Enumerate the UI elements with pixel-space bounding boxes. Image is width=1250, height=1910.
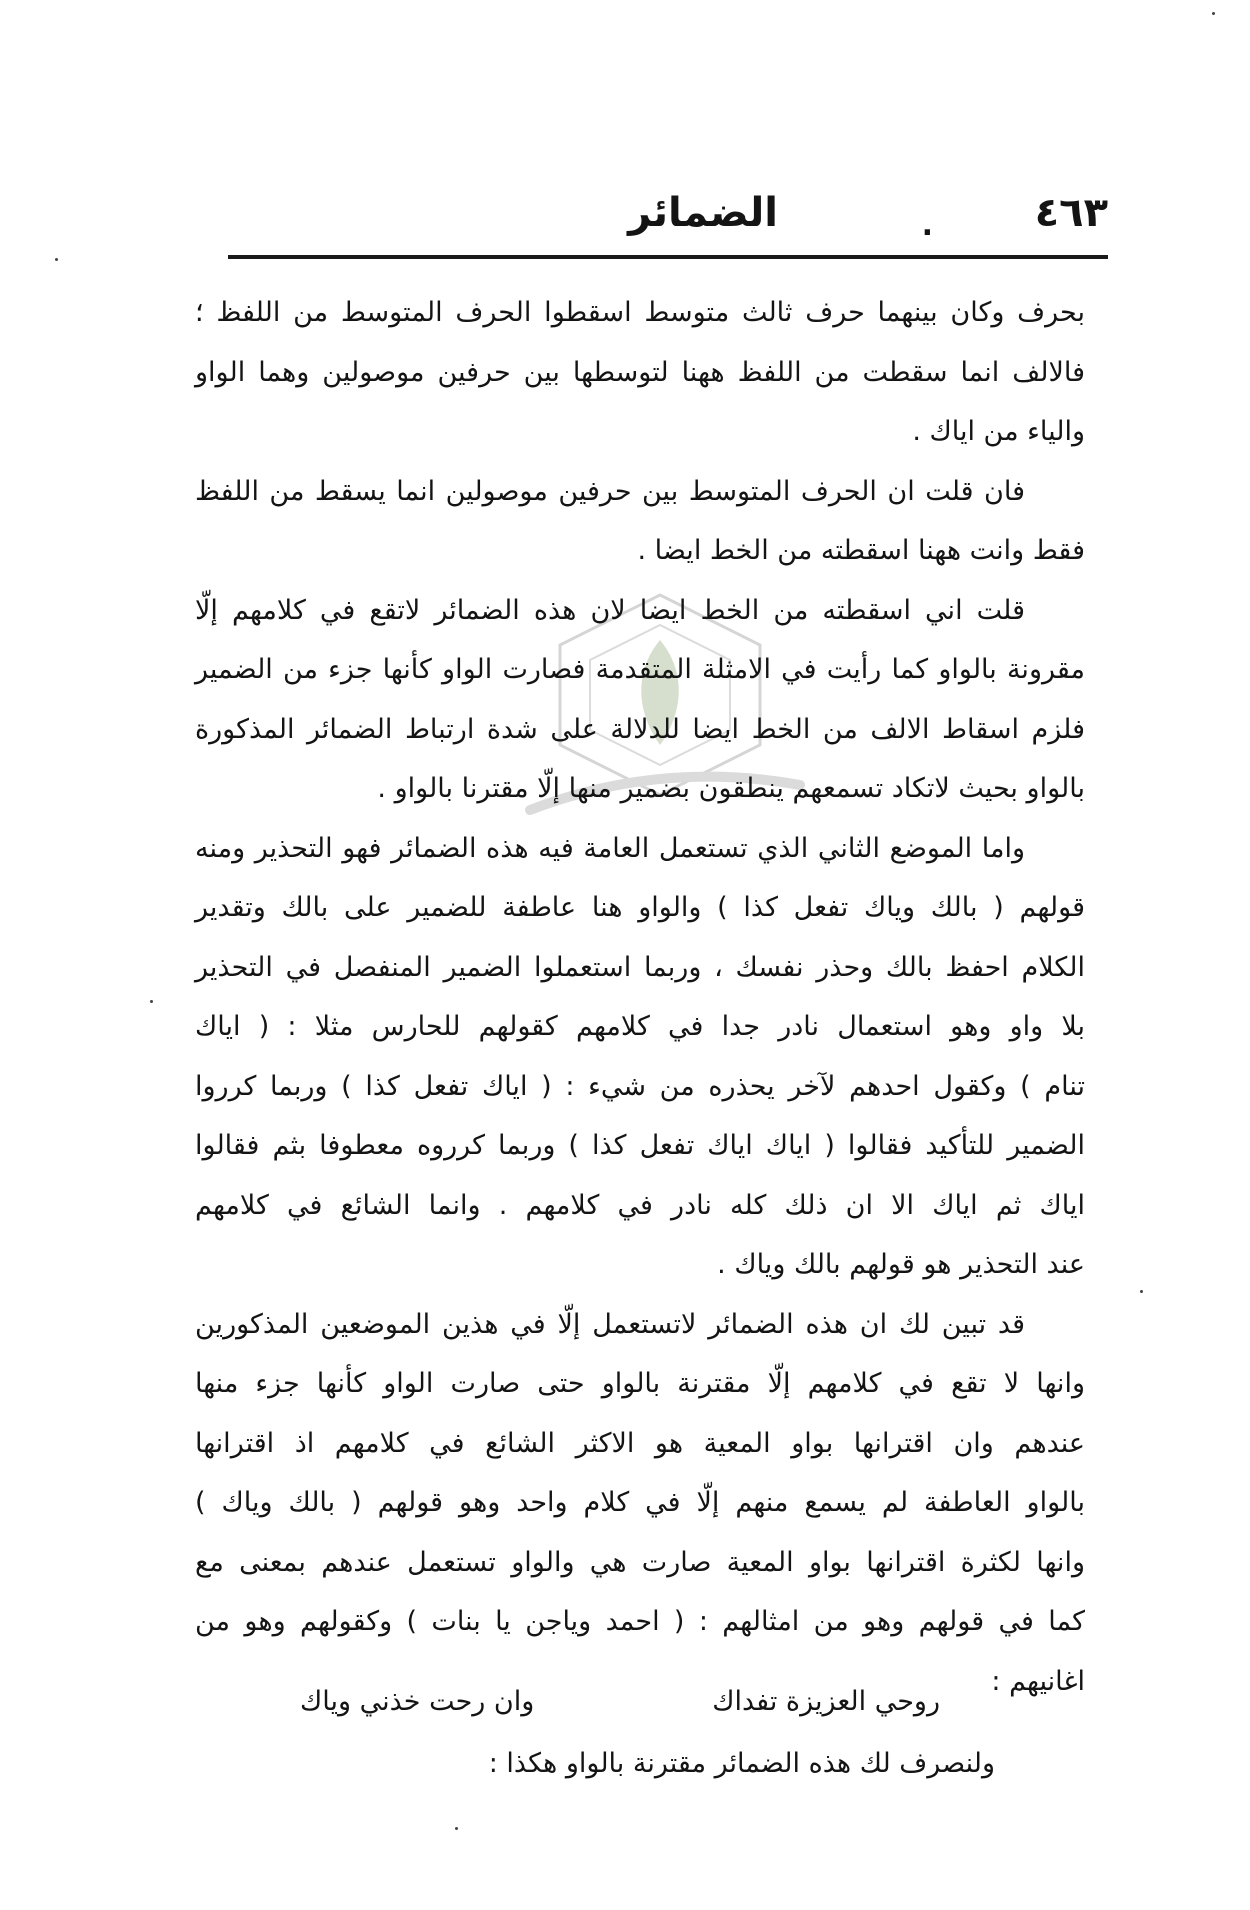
text-line: فقط وانت ههنا اسقطته من الخط ايضا . xyxy=(637,535,1085,566)
scan-speck xyxy=(1140,1290,1143,1293)
scan-speck xyxy=(150,1000,153,1003)
closing-line: ولنصرف لك هذه الضمائر مقترنة بالواو هكذا : xyxy=(488,1748,995,1779)
text-line: بلا واو وهو استعمال نادر جدا في كلامهم كقولهم للحارس مثلا : ( اياك xyxy=(195,1011,1085,1042)
text-line: مقرونة بالواو كما رأيت في الامثلة المتقدمة فصارت الواو كأنها جزء من الضمير xyxy=(195,654,1085,685)
text-line: الكلام احفظ بالك وحذر نفسك ، وربما استعملوا الضمير المنفصل في التحذير xyxy=(195,951,1085,983)
text-line: عندهم وان اقترانها بواو المعية هو الاكثر الشائع في كلامهم اذ اقترانها xyxy=(195,1427,1085,1459)
header-dot: . xyxy=(921,208,933,243)
header-rule xyxy=(228,255,1108,259)
text-line: بالواو العاطفة لم يسمع منهم إلّا في كلام واحد وهو قولهم ( بالك وياك ) xyxy=(195,1487,1085,1518)
text-line: كما في قولهم وهو من امثالهم : ( احمد وياجن يا بنات ) وكقولهم وهو من xyxy=(195,1606,1085,1637)
scan-speck xyxy=(1212,12,1215,15)
page-number: ٤٦٣ xyxy=(1034,190,1108,236)
text-line: فلزم اسقاط الالف من الخط ايضا للدلالة على شدة ارتباط الضمائر المذكورة xyxy=(195,713,1085,745)
verse-first-hemistich: روحي العزيزة تفداك xyxy=(712,1686,940,1717)
paragraph-3 xyxy=(195,581,1085,819)
text-line: بحرف وكان بينهما حرف ثالث متوسط اسقطوا الحرف المتوسط من اللفظ ؛ xyxy=(195,297,1085,328)
paragraph-2 xyxy=(195,462,1085,581)
text-line: عند التحذير هو قولهم بالك وياك . xyxy=(717,1249,1085,1280)
paragraph-1 xyxy=(195,283,1085,462)
poem-verse xyxy=(300,1686,940,1736)
text-line: قد تبين لك ان هذه الضمائر لاتستعمل إلّا في هذين الموضعين المذكورين xyxy=(195,1308,1025,1340)
text-line: اياك ثم اياك الا ان ذلك كله نادر في كلامهم . وانما الشائع في كلامهم xyxy=(195,1189,1085,1221)
text-line: وانها لكثرة اقترانها بواو المعية صارت هي والواو تستعمل عندهم بمعنى مع xyxy=(195,1546,1085,1578)
text-line: قلت اني اسقطته من الخط ايضا لان هذه الضمائر لاتقع في كلامهم إلّا xyxy=(195,594,1025,626)
paragraph-5 xyxy=(195,1295,1085,1712)
text-line: فالالف انما سقطت من اللفظ ههنا لتوسطها بين حرفين موصولين وهما الواو xyxy=(195,356,1085,388)
text-line: تنام ) وكقول احدهم لآخر يحذره من شيء : ( اياك تفعل كذا ) وربما كرروا xyxy=(195,1070,1085,1102)
paragraph-4 xyxy=(195,819,1085,1295)
text-line: الضمير للتأكيد فقالوا ( اياك اياك تفعل كذا ) وربما كرروه معطوفا بثم فقالوا xyxy=(195,1130,1085,1161)
text-line: وانها لا تقع في كلامهم إلّا مقترنة بالواو حتى صارت الواو كأنها جزء منها xyxy=(195,1368,1085,1399)
page-header xyxy=(228,190,1108,250)
scan-speck xyxy=(455,1827,458,1830)
text-line: بالواو بحيث لاتكاد تسمعهم ينطقون بضمير منها إلّا مقترنا بالواو . xyxy=(377,773,1085,804)
text-line: واما الموضع الثاني الذي تستعمل العامة فيه هذه الضمائر فهو التحذير ومنه xyxy=(195,832,1025,864)
running-title: الضمائر xyxy=(628,190,778,236)
text-line: قولهم ( بالك وياك تفعل كذا ) والواو هنا عاطفة للضمير على بالك وتقدير xyxy=(195,892,1085,923)
text-line: اغانيهم : xyxy=(991,1665,1085,1697)
verse-second-hemistich: وان رحت خذني وياك xyxy=(300,1686,535,1717)
text-line: فان قلت ان الحرف المتوسط بين حرفين موصولين انما يسقط من اللفظ xyxy=(195,475,1025,507)
scan-speck xyxy=(55,258,58,261)
body-text xyxy=(195,283,1085,1711)
text-line: والياء من اياك . xyxy=(912,416,1085,447)
